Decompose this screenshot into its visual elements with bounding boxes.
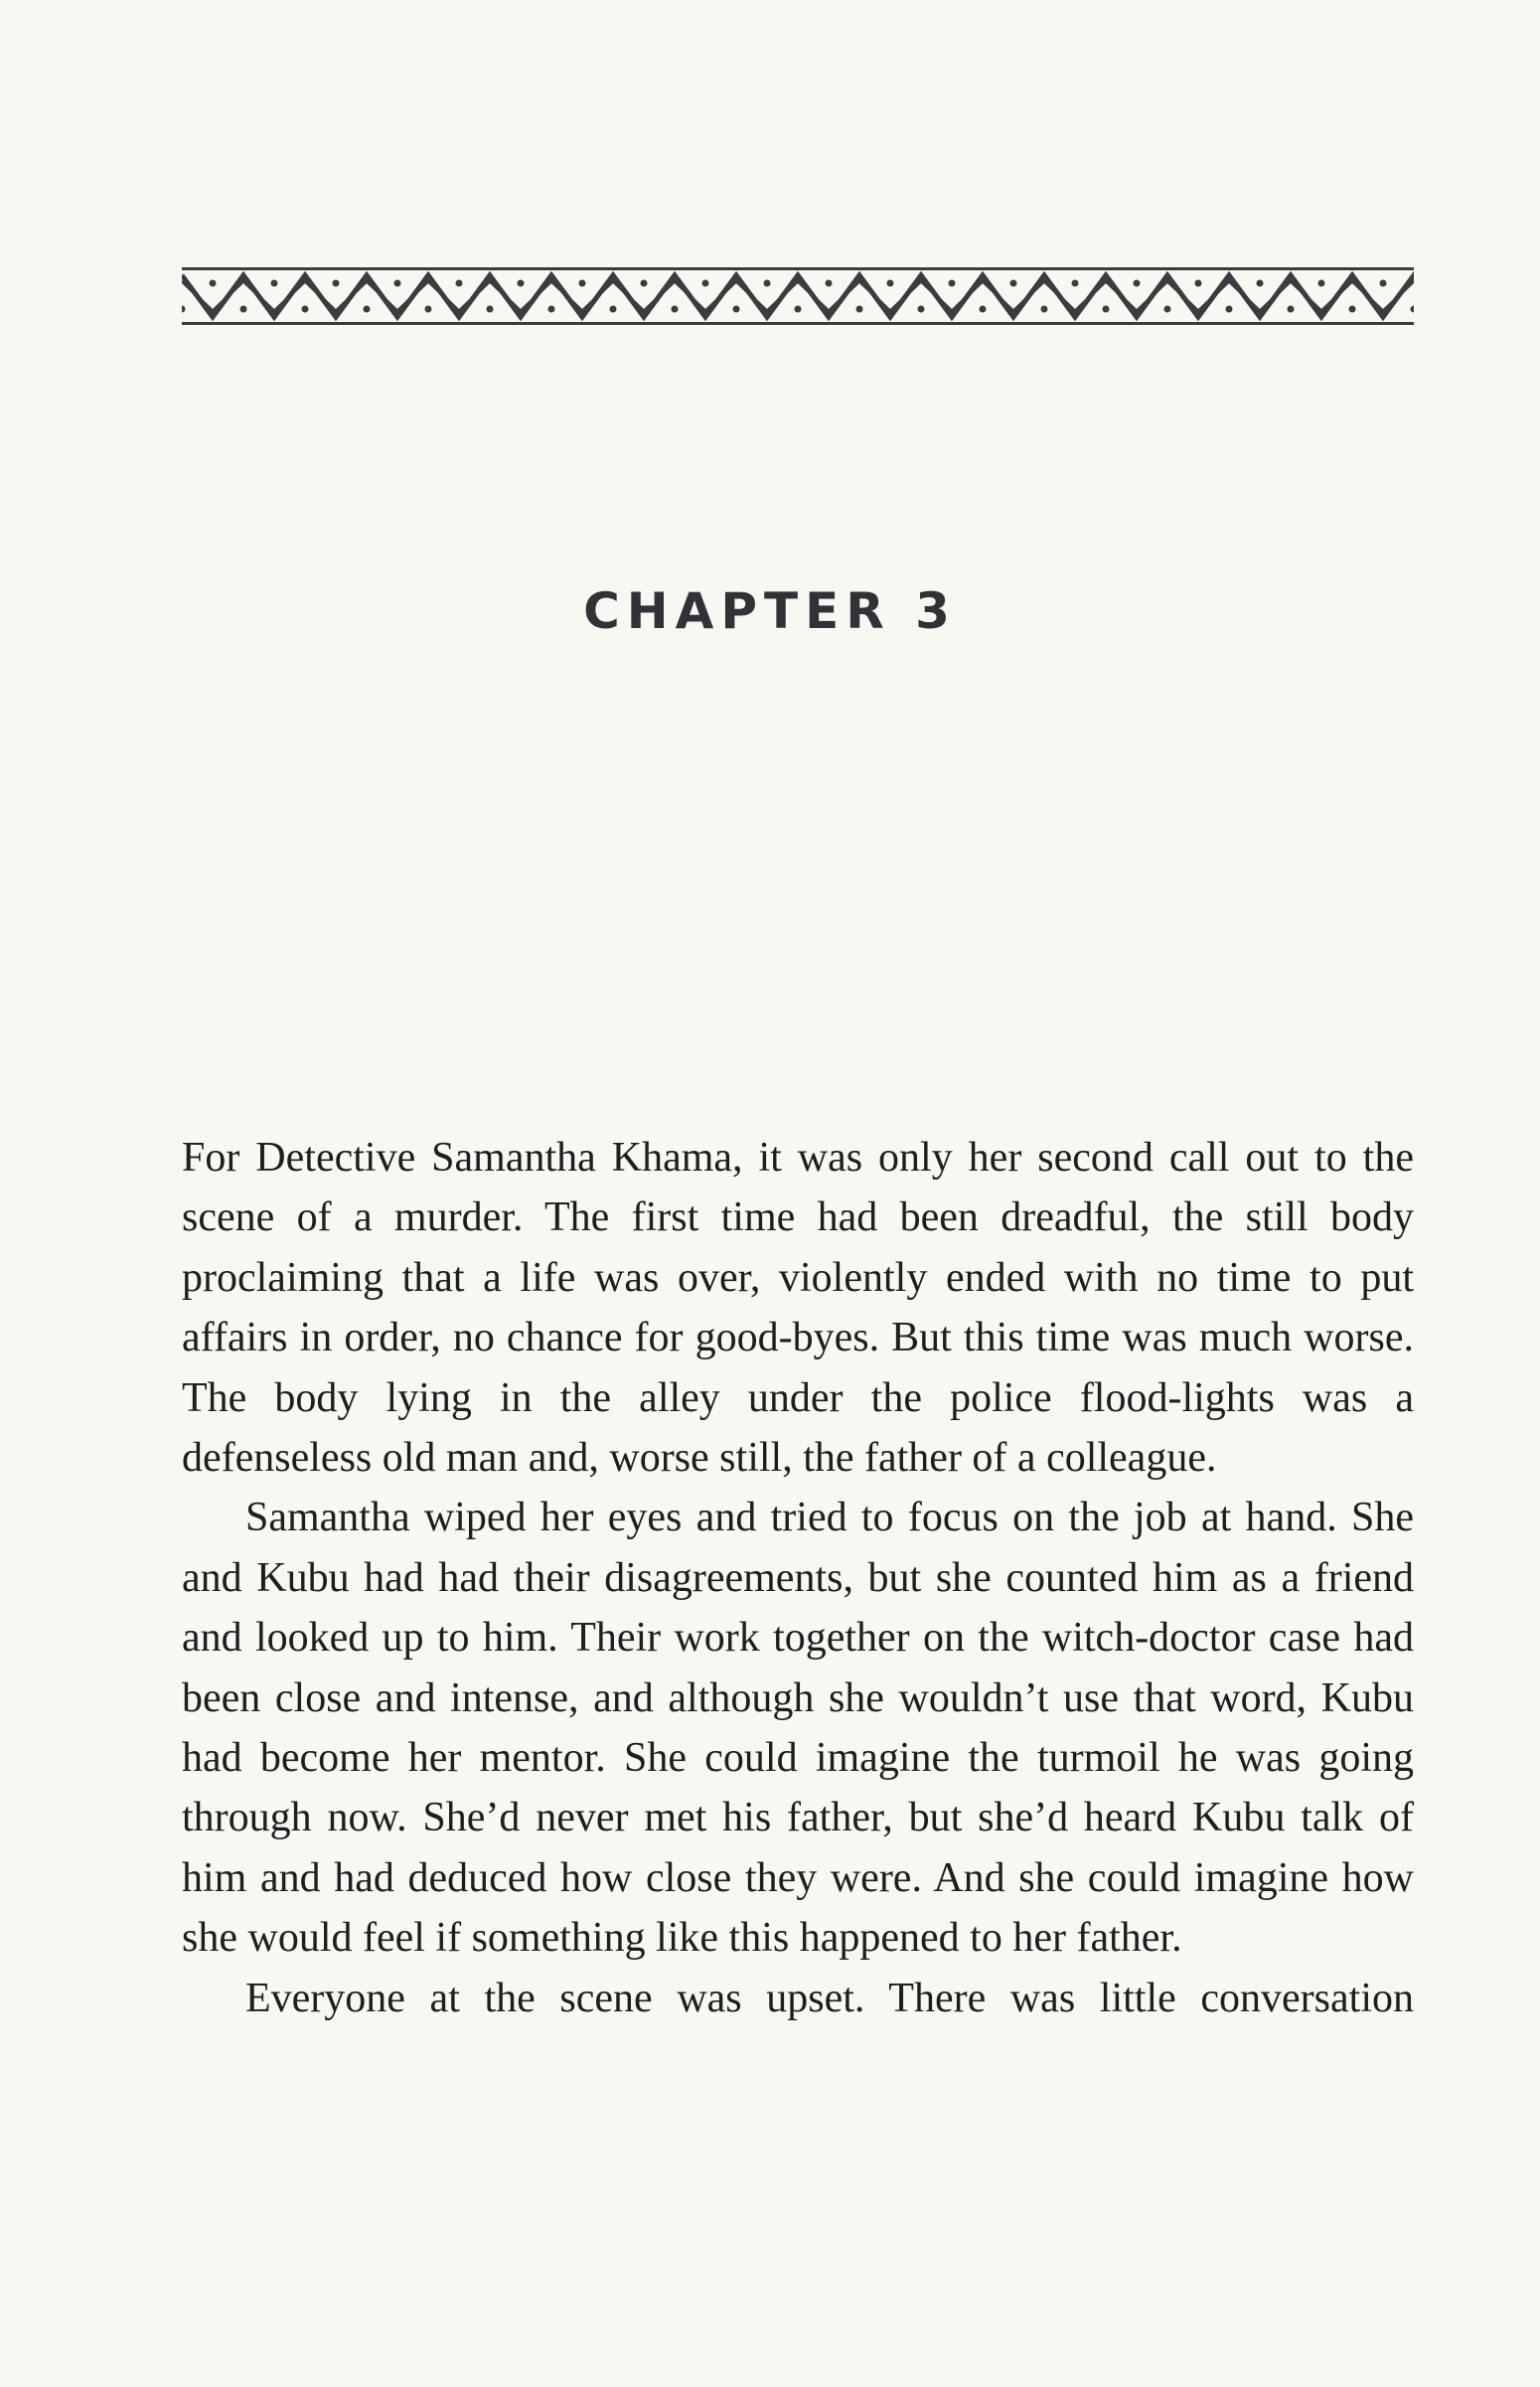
ornament-dot bbox=[918, 306, 924, 312]
ornament-dot bbox=[364, 306, 370, 312]
ornament-dot bbox=[487, 306, 493, 312]
ornament-dot bbox=[1226, 306, 1232, 312]
chapter-body bbox=[182, 1128, 1414, 2028]
ornament-dot bbox=[1195, 280, 1201, 286]
ornament-dot bbox=[949, 280, 955, 286]
ornament-dot bbox=[333, 280, 339, 286]
paragraph-2: Samantha wiped her eyes and tried to focus on the job at hand. She and Kubu had had their disagreements, but she counted him as a friend and looked up to him. Their work together on the witch-doctor case had been close and intense, and although she wouldn’t use that word, Kubu had become her mentor. She could imagine the turmoil he was going through now. She’d never met his father, but she’d heard Kubu talk of him and had deduced how close they were. And she could imagine how she would feel if something like this happened to her father. bbox=[182, 1495, 1414, 1962]
ornament-dot bbox=[764, 280, 770, 286]
ornament-dot bbox=[1318, 280, 1324, 286]
ornament-dot bbox=[1041, 306, 1047, 312]
ornament-dot bbox=[518, 280, 524, 286]
ornament-dot bbox=[641, 280, 647, 286]
chapter-ornament-border bbox=[182, 261, 1414, 331]
ornament-dot bbox=[733, 306, 739, 312]
ornament-dot bbox=[271, 280, 277, 286]
ornament-dot bbox=[1164, 306, 1170, 312]
ornament-dot bbox=[1134, 280, 1140, 286]
ornament-dot bbox=[1072, 280, 1078, 286]
ornament-dot bbox=[702, 280, 708, 286]
ornament-dot bbox=[456, 280, 462, 286]
ornament-dot bbox=[210, 280, 216, 286]
ornament-dot bbox=[887, 280, 893, 286]
ornament-dot bbox=[1411, 306, 1414, 312]
ornament-dot bbox=[302, 306, 308, 312]
ornament-dot bbox=[1288, 306, 1294, 312]
ornament-dot bbox=[182, 306, 185, 312]
ornament-dot bbox=[1349, 306, 1355, 312]
ornament-dot bbox=[548, 306, 554, 312]
chapter-heading: CHAPTER 3 bbox=[583, 582, 957, 640]
ornament-dot bbox=[795, 306, 801, 312]
ornament-dot bbox=[826, 280, 832, 286]
ornament-dot bbox=[579, 280, 585, 286]
ornament-dot bbox=[1257, 280, 1263, 286]
paragraph-3: Everyone at the scene was upset. There was little conversation bbox=[245, 1975, 1414, 2021]
ornament-dot bbox=[425, 306, 431, 312]
ornament-dot bbox=[1010, 280, 1016, 286]
ornament-dot bbox=[1380, 280, 1386, 286]
ornament-dot bbox=[856, 306, 862, 312]
ornament-dot bbox=[394, 280, 400, 286]
ornament-dot bbox=[672, 306, 678, 312]
paragraph-1: For Detective Samantha Khama, it was only her second call out to the scene of a murder. The first time had been dreadful, the still body proclaiming that a life was over, violently ended with no time to put affairs in order, no chance for good-byes. But this time was much worse. The body lying in the alley under the police flood-lights was a defenseless old man and, worse still, the father of a colleague. bbox=[182, 1135, 1414, 1482]
ornament-dot bbox=[980, 306, 986, 312]
ornament-dot bbox=[610, 306, 616, 312]
ornament-dot bbox=[240, 306, 246, 312]
ornament-dot bbox=[1103, 306, 1109, 312]
